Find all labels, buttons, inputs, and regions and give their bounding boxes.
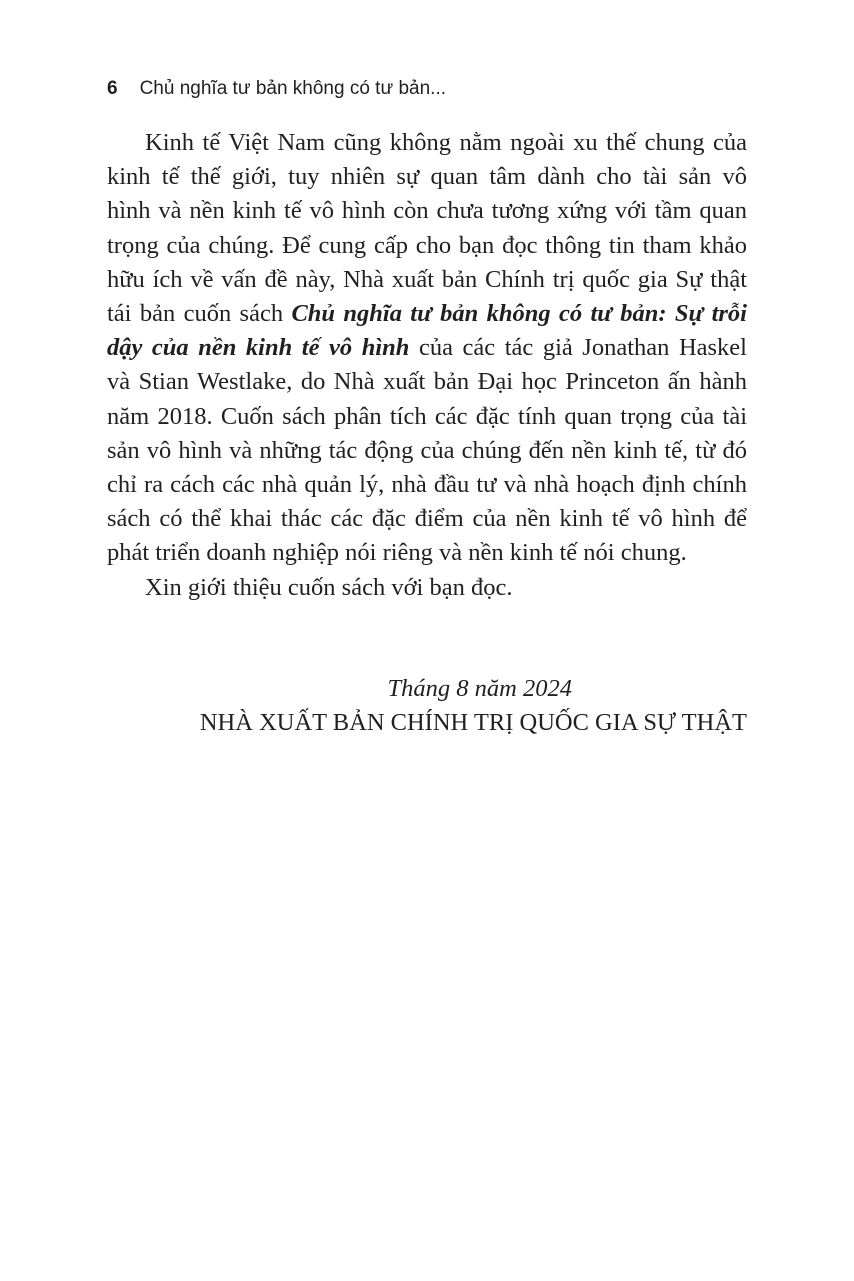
- text-line: [107, 297, 747, 331]
- book-title: Chủ nghĩa tư bản không có tư bản: Sự trỗi: [291, 300, 747, 328]
- signature-block: [107, 672, 747, 740]
- text-line: năm 2018. Cuốn sách phân tích các đặc tính quan trọng của tài: [107, 402, 747, 430]
- text-line: và Stian Westlake, do Nhà xuất bản Đại học Princeton ấn hành: [107, 368, 747, 396]
- running-header: [107, 76, 446, 102]
- text-line: chỉ ra cách các nhà quản lý, nhà đầu tư và nhà hoạch định chính: [107, 471, 747, 499]
- text-line: [107, 331, 747, 365]
- text-line: hình và nền kinh tế vô hình còn chưa tương xứng với tầm quan: [107, 197, 747, 225]
- book-title-continued: dậy của nền kinh tế vô hình: [107, 334, 410, 362]
- text-line: sách có thể khai thác các đặc điểm của nền kinh tế vô hình để: [107, 505, 747, 533]
- body-text: [107, 126, 747, 605]
- text-fragment: của các tác giả Jonathan Haskel: [409, 334, 747, 362]
- running-title: Chủ nghĩa tư bản không có tư bản...: [139, 78, 446, 99]
- text-line: kinh tế thế giới, tuy nhiên sự quan tâm dành cho tài sản vô: [107, 163, 747, 191]
- page-number: 6: [107, 78, 118, 99]
- text-line: Kinh tế Việt Nam cũng không nằm ngoài xu thế chung của: [145, 129, 747, 156]
- signature-date: Tháng 8 năm 2024: [387, 675, 572, 702]
- closing-line: Xin giới thiệu cuốn sách với bạn đọc.: [145, 573, 513, 601]
- text-line: trọng của chúng. Để cung cấp cho bạn đọc thông tin tham khảo: [107, 231, 747, 259]
- text-line: hữu ích về vấn đề này, Nhà xuất bản Chính trị quốc gia Sự thật: [107, 265, 747, 293]
- signature-publisher: NHÀ XUẤT BẢN CHÍNH TRỊ QUỐC GIA SỰ THẬT: [199, 709, 747, 737]
- text-line: phát triển doanh nghiệp nói riêng và nền kinh tế nói chung.: [107, 539, 687, 567]
- text-fragment: tái bản cuốn sách: [107, 300, 292, 328]
- text-line: sản vô hình và những tác động của chúng đến nền kinh tế, từ đó: [107, 436, 747, 464]
